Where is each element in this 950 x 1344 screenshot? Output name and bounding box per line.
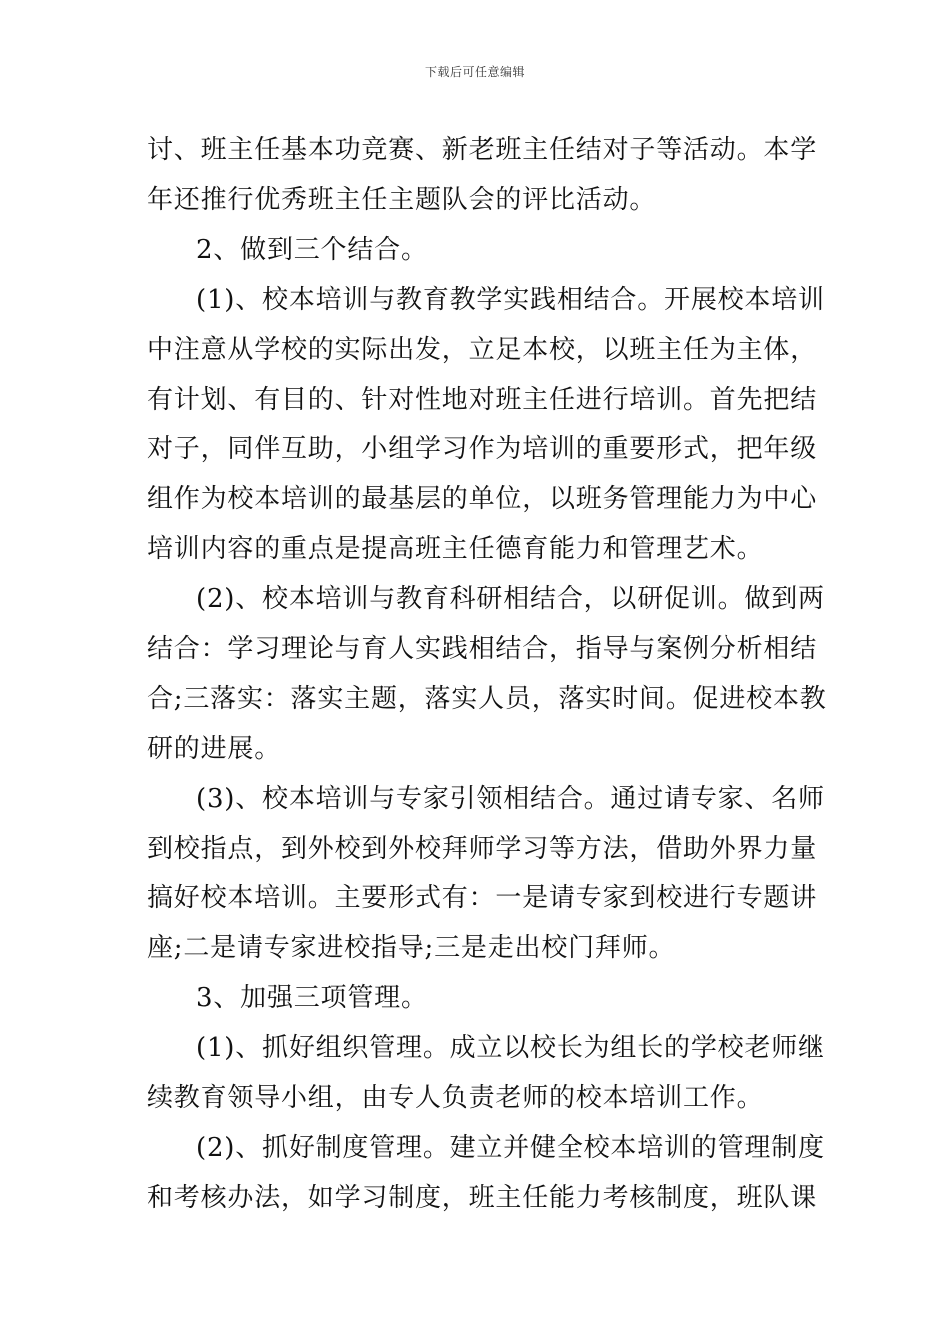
text-line: 到校指点，到外校到外校拜师学习等方法，借助外界力量: [147, 834, 818, 864]
text-line: 座;二是请专家进校指导;三是走出校门拜师。: [147, 933, 676, 963]
text-line: 对子，同伴互助，小组学习作为培训的重要形式，把年级: [147, 434, 818, 464]
text-line: 组作为校本培训的最基层的单位，以班务管理能力为中心: [147, 484, 818, 514]
text-line: 和考核办法，如学习制度，班主任能力考核制度，班队课: [147, 1183, 818, 1213]
page-header: 下载后可任意编辑: [424, 65, 525, 79]
text-line: 研的进展。: [147, 734, 282, 764]
text-line: 有计划、有目的、针对性地对班主任进行培训。首先把结: [147, 385, 818, 415]
text-line: 中注意从学校的实际出发，立足本校，以班主任为主体，: [147, 335, 818, 365]
text-line: (1)、抓好组织管理。成立以校长为组长的学校老师继: [196, 1033, 825, 1063]
text-line: 搞好校本培训。主要形式有：一是请专家到校进行专题讲: [147, 883, 818, 913]
text-line: (2)、校本培训与教育科研相结合，以研促训。做到两: [196, 584, 825, 614]
text-line: 续教育领导小组，由专人负责老师的校本培训工作。: [147, 1083, 764, 1113]
text-line: 合;三落实：落实主题，落实人员，落实时间。促进校本教: [147, 684, 827, 714]
text-line: (1)、校本培训与教育教学实践相结合。开展校本培训: [196, 285, 825, 315]
section-heading: 2、做到三个结合。: [196, 235, 428, 265]
section-heading: 3、加强三项管理。: [196, 983, 428, 1013]
text-line: 培训内容的重点是提高班主任德育能力和管理艺术。: [147, 534, 764, 564]
text-line: 讨、班主任基本功竞赛、新老班主任结对子等活动。本学: [147, 135, 818, 165]
text-line: 结合：学习理论与育人实践相结合，指导与案例分析相结: [147, 634, 818, 664]
text-line: (3)、校本培训与专家引领相结合。通过请专家、名师: [196, 784, 825, 814]
text-line: 年还推行优秀班主任主题队会的评比活动。: [147, 185, 657, 215]
text-line: (2)、抓好制度管理。建立并健全校本培训的管理制度: [196, 1133, 825, 1163]
